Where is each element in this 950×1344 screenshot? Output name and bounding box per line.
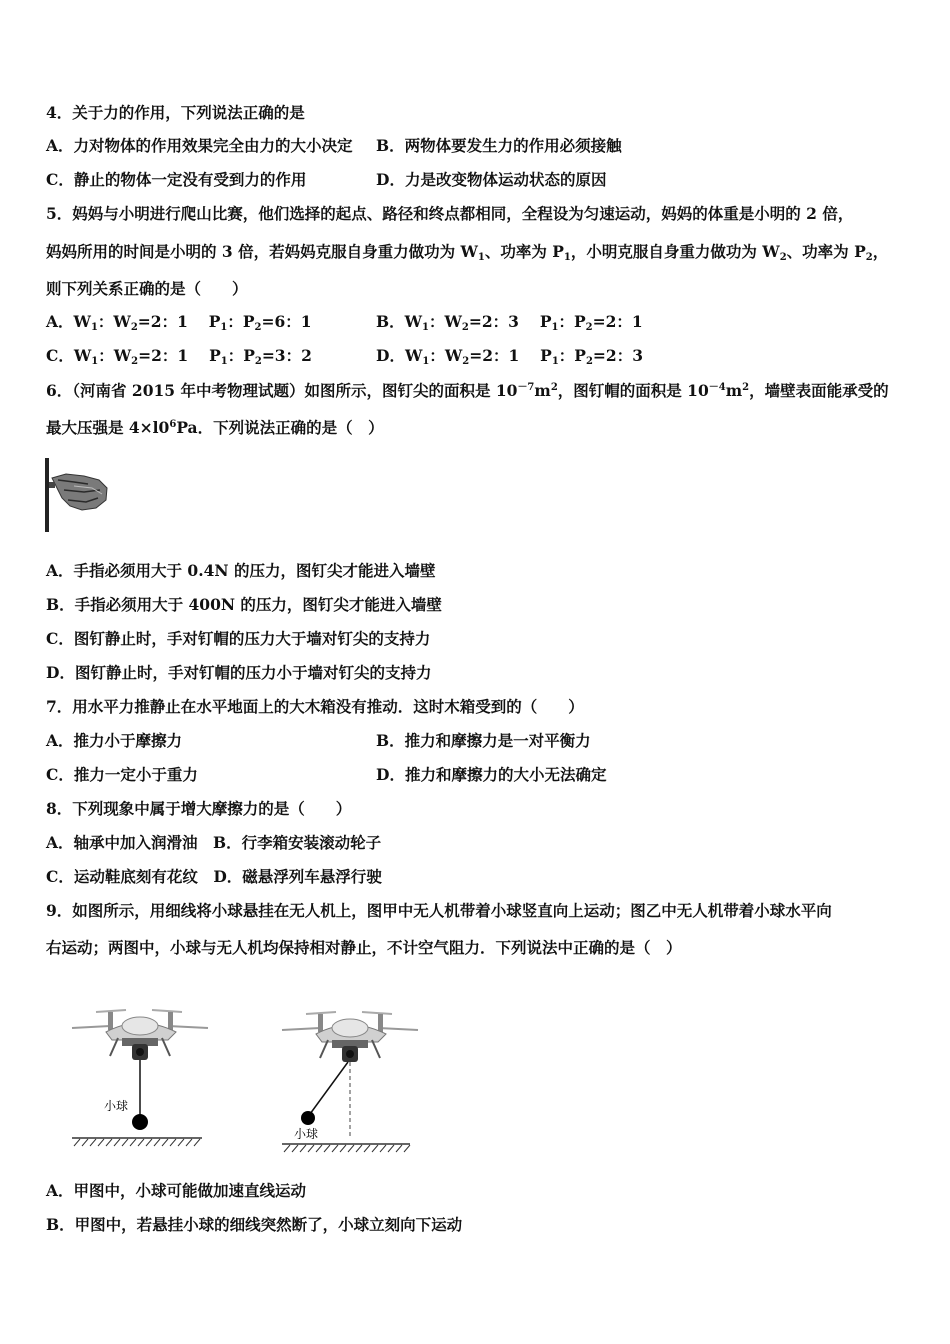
q9-option-b: B．甲图中，若悬挂小球的细线突然断了，小球立刻向下运动 (46, 1215, 463, 1234)
wall (45, 458, 49, 532)
q4-option-d: D．力是改变物体运动状态的原因 (376, 170, 607, 189)
ground-hatch-a (74, 1139, 200, 1146)
q7-option-d: D．推力和摩擦力的大小无法确定 (376, 765, 607, 784)
ball-label-b: 小球 (294, 1127, 319, 1141)
q9-stem-line2: 右运动；两图中，小球与无人机均保持相对静止，不计空气阻力．下列说法中正确的是（ ） (46, 938, 682, 957)
string-b (310, 1062, 348, 1114)
q5-option-b: B．$W_1$：$W_2=2$：3 $P_1$：$P_2=2$：1 (376, 312, 643, 333)
q6-option-a: A．手指必须用大于 0.4N 的压力，图钉尖才能进入墙壁 (46, 561, 436, 580)
thumbtack-figure (44, 456, 114, 536)
drone-figure-a (68, 1000, 213, 1150)
hand-pressing-pin (49, 474, 107, 510)
ball-a (132, 1114, 148, 1130)
q7-stem: 7．用水平力推静止在水平地面上的大木箱没有推动．这时木箱受到的（ ） (46, 697, 584, 716)
q4-option-a: A．力对物体的作用效果完全由力的大小决定 (46, 136, 353, 155)
drone-a (72, 1010, 208, 1060)
q4-stem: 4．关于力的作用，下列说法正确的是 (46, 103, 305, 122)
q5-stem-line2: 妈妈所用的时间是小明的 3 倍，若妈妈克服自身重力做功为 $W_1$、功率为 $P_1$，小明克服自身重力做功为 $W_2$、功率为 $P_2$， (46, 242, 889, 263)
q7-option-c: C．推力一定小于重力 (46, 765, 198, 784)
q6-stem-line2: 最大压强是 $4\times l0^6Pa$．下列说法正确的是（ ） (46, 418, 384, 437)
ball-b (301, 1111, 315, 1125)
q4-option-b: B．两物体要发生力的作用必须接触 (376, 136, 622, 155)
q6-option-b: B．手指必须用大于 400N 的压力，图钉尖才能进入墙壁 (46, 595, 442, 614)
q7-option-b: B．推力和摩擦力是一对平衡力 (376, 731, 591, 750)
q5-option-d: D．$W_1$：$W_2=2$：1 $P_1$：$P_2=2$：3 (376, 346, 643, 367)
q5-stem-line3: 则下列关系正确的是（ ） (46, 279, 248, 298)
q4-option-c: C．静止的物体一定没有受到力的作用 (46, 170, 307, 189)
q8-options-ab: A．轴承中加入润滑油 B．行李箱安装滚动轮子 (46, 833, 382, 852)
q8-options-cd: C．运动鞋底刻有花纹 D．磁悬浮列车悬浮行驶 (46, 867, 382, 886)
q8-stem: 8．下列现象中属于增大摩擦力的是（ ） (46, 799, 352, 818)
q6-option-d: D．图钉静止时，手对钉帽的压力小于墙对钉尖的支持力 (46, 663, 432, 682)
q9-stem-line1: 9．如图所示，用细线将小球悬挂在无人机上，图甲中无人机带着小球竖直向上运动；图乙中无人机带着小球水平向 (46, 901, 832, 920)
drone-b (282, 1012, 418, 1062)
q7-option-a: A．推力小于摩擦力 (46, 731, 183, 750)
q6-stem-line1: 6．（河南省 2015 年中考物理试题）如图所示，图钉尖的面积是 $10^{-7}m^2$，图钉帽的面积是 $10^{-4}m^2$，墙壁表面能承受的 (46, 381, 889, 400)
ball-label-a: 小球 (104, 1099, 129, 1113)
q5-option-a: A．$W_1$：$W_2=2$：1 $P_1$：$P_2=6$：1 (46, 312, 312, 333)
q5-stem-line1: 5．妈妈与小明进行爬山比赛，他们选择的起点、路径和终点都相同，全程设为匀速运动，妈妈的体重是小明的 2 倍， (46, 204, 854, 223)
q5-option-c: C．$W_1$：$W_2=2$：1 $P_1$：$P_2=3$：2 (46, 346, 312, 367)
ground-hatch-b (284, 1145, 410, 1152)
q9-option-a: A．甲图中，小球可能做加速直线运动 (46, 1181, 307, 1200)
q6-option-c: C．图钉静止时，手对钉帽的压力大于墙对钉尖的支持力 (46, 629, 431, 648)
drone-figure-b (278, 1000, 423, 1160)
